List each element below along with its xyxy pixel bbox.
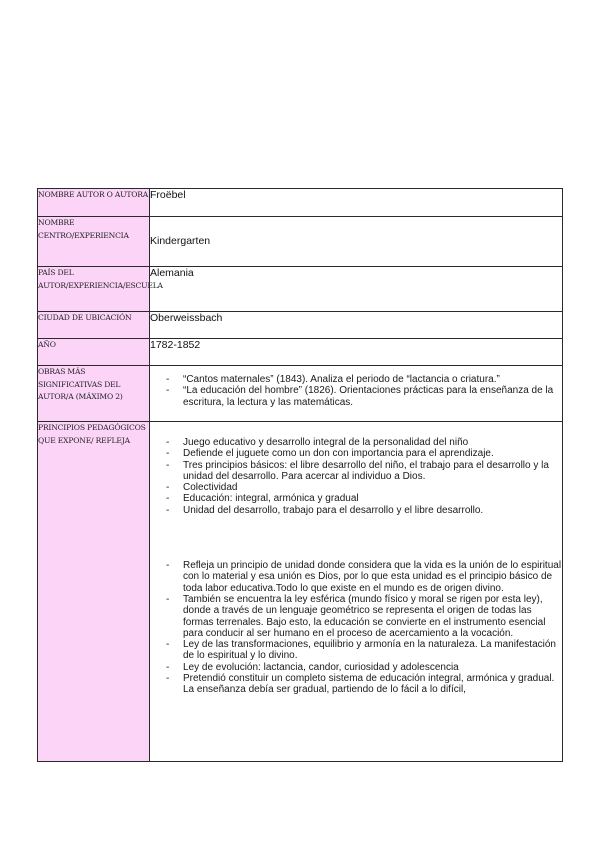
- value-city: Oberweissbach: [150, 312, 563, 339]
- value-author-name: Froëbel: [150, 189, 563, 217]
- list-item: - Ley de evolución: lactancia, candor, curiosidad y adolescencia: [150, 662, 562, 673]
- list-item: - Juego educativo y desarrollo integral de la personalidad del niño: [150, 437, 562, 448]
- table-row: [38, 366, 563, 422]
- label-country: PAÍS DEL AUTOR/EXPERIENCIA/ESCUELA: [38, 267, 150, 312]
- label-author-name: NOMBRE AUTOR O AUTORA: [38, 189, 150, 217]
- table-row: [38, 189, 563, 217]
- principles-list-b: [150, 560, 562, 696]
- list-item: - Educación: integral, armónica y gradual: [150, 493, 562, 504]
- label-city: CIUDAD DE UBICACIÓN: [38, 312, 150, 339]
- list-item: - Defiende el juguete como un don con importancia para el aprendizaje.: [150, 448, 562, 459]
- table-row: [38, 217, 563, 267]
- list-item: - Tres principios básicos: el libre desarrollo del niño, el trabajo para el desarrollo y la unidad del desarrollo. Para acercar al individuo a Dios.: [150, 460, 562, 483]
- list-item: - Refleja un principio de unidad donde considera que la vida es la unión de lo espiritual con lo material y esa unión es Dios, por lo que esta unidad es el principio básico de toda labor educativa.Todo lo que existe en el mundo es de origen divino.: [150, 560, 562, 594]
- table-row: [38, 422, 563, 762]
- works-list: [150, 374, 562, 408]
- list-item: - Unidad del desarrollo, trabajo para el desarrollo y el libre desarrollo.: [150, 505, 562, 516]
- value-principles: [150, 422, 563, 762]
- value-center-experience: Kindergarten: [150, 217, 563, 267]
- list-item: - “Cantos maternales” (1843). Analiza el periodo de “lactancia o criatura.”: [150, 374, 562, 385]
- value-works: [150, 366, 563, 422]
- list-item: - Ley de las transformaciones, equilibrio y armonía en la naturaleza. La manifestación de lo espiritual y lo divino.: [150, 639, 562, 662]
- table-row: [38, 339, 563, 366]
- label-center-experience: NOMBRE CENTRO/EXPERIENCIA: [38, 217, 150, 267]
- list-item: - “La educación del hombre” (1826). Orientaciones prácticas para la enseñanza de la escritura, la lectura y las matemáticas.: [150, 385, 562, 408]
- list-item: - Colectividad: [150, 482, 562, 493]
- table-row: [38, 312, 563, 339]
- author-form-table: [37, 188, 563, 762]
- list-item: - También se encuentra la ley esférica (mundo físico y moral se rigen por esta ley), donde a través de un lenguaje geométrico se representa el origen de todas las formas terrenales. Bajo esto, la educación se convierte en el instrumento esencial para conducir al ser humano en el proceso de acercamiento a la vocación.: [150, 594, 562, 639]
- label-principles: PRINCIPIOS PEDAGÓGICOS QUE EXPONE/ REFLEJA: [38, 422, 150, 762]
- label-year: AÑO: [38, 339, 150, 366]
- value-country: Alemania: [150, 267, 563, 312]
- list-item: - Pretendió constituir un completo sistema de educación integral, armónica y gradual. La enseñanza debía ser gradual, partiendo de lo fácil a lo difícil,: [150, 673, 562, 696]
- value-year: 1782-1852: [150, 339, 563, 366]
- principles-list-a: [150, 437, 562, 516]
- label-works: OBRAS MÁS SIGNIFICATIVAS DEL AUTOR/A (MÁXIMO 2): [38, 366, 150, 422]
- table-row: [38, 267, 563, 312]
